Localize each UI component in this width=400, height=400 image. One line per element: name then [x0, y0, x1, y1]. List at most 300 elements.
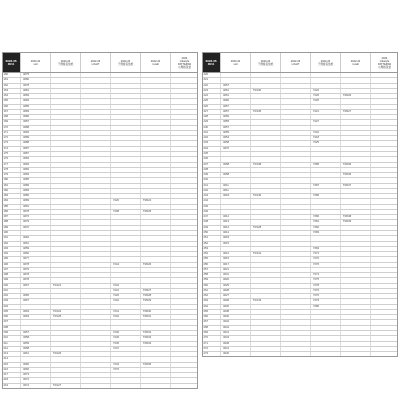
table-cell: 4628	[221, 299, 251, 303]
row-number-cell: 267	[202, 320, 221, 324]
row-number-cell: 261	[202, 289, 221, 293]
table-cell	[141, 326, 171, 330]
row-number-cell: 248	[202, 220, 221, 224]
table-cell	[81, 152, 111, 156]
table-cell	[251, 173, 281, 177]
table-cell	[111, 94, 141, 98]
column-header: 2020-22 soil	[21, 53, 51, 72]
table-cell: 4615	[221, 257, 251, 261]
table-cell: 4611	[221, 189, 251, 193]
table-cell	[311, 126, 341, 130]
table-cell	[251, 289, 281, 293]
table-cell	[341, 315, 371, 319]
table-cell	[251, 310, 281, 314]
table-cell	[341, 273, 371, 277]
table-cell	[81, 305, 111, 309]
table-cell	[51, 273, 81, 277]
table-cell: 7282	[311, 226, 341, 230]
table-cell	[341, 310, 371, 314]
table-cell: TR126	[51, 352, 81, 356]
schedule-table-left	[2, 52, 198, 389]
table-cell	[21, 231, 51, 235]
row-number-cell: 205	[2, 310, 21, 314]
table-cell: TR128	[251, 226, 281, 230]
table-cell: 4625	[221, 284, 251, 288]
table-cell	[81, 157, 111, 161]
table-cell	[141, 120, 171, 124]
table-cell	[311, 326, 341, 330]
table-cell	[111, 126, 141, 130]
table-cell: 4681	[21, 205, 51, 209]
table-cell	[171, 184, 198, 188]
table-cell	[141, 78, 171, 82]
table-cell	[341, 342, 371, 346]
table-cell	[281, 115, 311, 119]
table-cell: TR141	[251, 252, 281, 256]
table-cell	[311, 115, 341, 119]
table-cell	[251, 120, 281, 124]
table-cell: TR025	[141, 210, 171, 214]
table-cell	[311, 173, 341, 177]
table-cell	[371, 168, 398, 172]
row-number-cell: 175	[2, 152, 21, 156]
table-cell	[141, 278, 171, 282]
row-number-cell: 167	[2, 110, 21, 114]
table-cell	[111, 305, 141, 309]
table-cell	[251, 141, 281, 145]
row-number-cell: 244	[202, 199, 221, 203]
table-cell	[251, 336, 281, 340]
table-cell	[81, 126, 111, 130]
table-cell	[141, 205, 171, 209]
table-cell	[371, 220, 398, 224]
row-number-cell: 160	[2, 73, 21, 77]
table-cell	[341, 352, 371, 356]
row-number-cell: 214	[2, 357, 21, 361]
table-cell	[311, 347, 341, 351]
row-number-cell: 200	[2, 284, 21, 288]
table-cell	[371, 147, 398, 151]
table-cell	[281, 310, 311, 314]
table-cell	[141, 178, 171, 182]
row-number-cell: 189	[2, 226, 21, 230]
table-cell	[341, 78, 371, 82]
table-cell	[171, 247, 198, 251]
table-cell	[81, 210, 111, 214]
table-cell	[281, 178, 311, 182]
table-cell: 7284	[311, 247, 341, 251]
row-number-cell: 222	[202, 84, 221, 88]
table-cell	[51, 342, 81, 346]
row-number-cell: 162	[2, 84, 21, 88]
table-cell	[171, 110, 198, 114]
table-cell	[371, 215, 398, 219]
table-cell: 4670	[221, 147, 251, 151]
table-cell	[51, 78, 81, 82]
table-cell	[221, 168, 251, 172]
row-number-cell: 213	[2, 352, 21, 356]
table-cell	[141, 94, 171, 98]
table-cell	[171, 99, 198, 103]
table-cell	[371, 247, 398, 251]
table-cell	[81, 94, 111, 98]
table-cell	[51, 126, 81, 130]
table-cell	[341, 242, 371, 246]
row-number-cell: 270	[202, 336, 221, 340]
table-cell	[221, 210, 251, 214]
row-number-cell: 217	[2, 373, 21, 377]
table-cell: 7246	[111, 336, 141, 340]
table-cell	[51, 226, 81, 230]
table-cell	[341, 199, 371, 203]
table-cell: 4659	[21, 247, 51, 251]
table-cell	[81, 268, 111, 272]
table-cell	[141, 152, 171, 156]
table-cell	[311, 336, 341, 340]
row-number-cell: 259	[202, 278, 221, 282]
row-number-cell: 170	[2, 126, 21, 130]
row-number-cell: 179	[2, 173, 21, 177]
row-number-cell: 231	[202, 131, 221, 135]
row-number-cell: 234	[202, 147, 221, 151]
table-cell	[141, 168, 171, 172]
table-cell	[341, 284, 371, 288]
table-cell: 7226	[111, 294, 141, 298]
row-number-cell: 229	[202, 120, 221, 124]
row-number-cell: 239	[202, 173, 221, 177]
table-cell	[51, 294, 81, 298]
table-cell: 4615	[221, 242, 251, 246]
table-cell	[81, 231, 111, 235]
table-cell	[171, 252, 198, 256]
row-number-cell: 237	[202, 163, 221, 167]
table-cell	[311, 268, 341, 272]
row-number-cell: 268	[202, 326, 221, 330]
table-cell	[51, 84, 81, 88]
table-cell	[51, 305, 81, 309]
table-cell	[371, 263, 398, 267]
table-cell	[371, 252, 398, 256]
table-cell: TR037	[341, 184, 371, 188]
table-cell	[81, 105, 111, 109]
table-cell: 4618	[221, 236, 251, 240]
table-cell	[81, 184, 111, 188]
table-cell: TR028	[141, 294, 171, 298]
table-cell	[141, 147, 171, 151]
table-cell	[111, 89, 141, 93]
table-cell: 4618	[221, 194, 251, 198]
table-cell	[221, 247, 251, 251]
table-cell	[51, 141, 81, 145]
table-cell	[341, 326, 371, 330]
table-cell	[221, 178, 251, 182]
table-cell	[341, 152, 371, 156]
table-cell	[251, 236, 281, 240]
row-number-cell: 186	[2, 210, 21, 214]
table-row	[2, 384, 198, 389]
table-cell	[81, 73, 111, 77]
table-cell: 4657	[221, 110, 251, 114]
table-cell	[81, 163, 111, 167]
table-cell	[281, 120, 311, 124]
row-number-cell: 208	[2, 326, 21, 330]
table-cell	[371, 236, 398, 240]
table-cell	[371, 131, 398, 135]
table-cell	[311, 342, 341, 346]
table-cell	[111, 373, 141, 377]
table-cell	[251, 199, 281, 203]
row-number-cell: 203	[2, 299, 21, 303]
table-cell	[111, 189, 141, 193]
table-cell	[171, 289, 198, 293]
table-cell: 4685	[21, 105, 51, 109]
table-cell	[171, 284, 198, 288]
table-cell	[341, 73, 371, 77]
table-cell	[311, 157, 341, 161]
table-cell: 7242	[111, 284, 141, 288]
corner-header-cell: 2023-36 3011	[202, 53, 221, 72]
table-cell	[341, 136, 371, 140]
table-cell	[81, 110, 111, 114]
row-number-cell: 249	[202, 226, 221, 230]
table-cell: 4687	[21, 120, 51, 124]
table-cell	[51, 326, 81, 330]
row-number-cell: 255	[202, 257, 221, 261]
row-number-cell: 264	[202, 305, 221, 309]
table-cell	[51, 263, 81, 267]
table-cell	[171, 84, 198, 88]
table-cell	[111, 205, 141, 209]
row-number-cell: 196	[2, 263, 21, 267]
row-number-cell: 199	[2, 278, 21, 282]
table-cell	[341, 178, 371, 182]
row-number-cell: 246	[202, 210, 221, 214]
row-number-cell: 235	[202, 152, 221, 156]
table-cell	[171, 268, 198, 272]
table-cell	[141, 368, 171, 372]
table-cell	[341, 278, 371, 282]
table-cell: 4673	[21, 373, 51, 377]
table-cell	[171, 163, 198, 167]
table-header	[202, 52, 398, 73]
table-cell	[81, 78, 111, 82]
table-cell	[141, 220, 171, 224]
table-cell: 4677	[21, 257, 51, 261]
table-cell	[51, 247, 81, 251]
table-cell	[171, 73, 198, 77]
table-cell	[281, 263, 311, 267]
table-cell	[281, 189, 311, 193]
table-cell: 7276	[311, 289, 341, 293]
table-cell	[281, 73, 311, 77]
table-cell	[371, 299, 398, 303]
table-cell	[51, 357, 81, 361]
table-cell	[371, 347, 398, 351]
schedule-table-right	[202, 52, 398, 357]
table-cell	[281, 252, 311, 256]
row-number-cell: 185	[2, 205, 21, 209]
table-cell	[371, 94, 398, 98]
table-cell	[81, 257, 111, 261]
table-cell	[141, 126, 171, 130]
table-cell	[281, 289, 311, 293]
table-cell	[51, 147, 81, 151]
table-cell	[51, 184, 81, 188]
table-cell	[341, 252, 371, 256]
row-number-cell: 183	[2, 194, 21, 198]
table-cell	[341, 299, 371, 303]
table-cell	[111, 220, 141, 224]
table-cell	[111, 252, 141, 256]
table-cell: 4678	[21, 263, 51, 267]
table-cell	[51, 115, 81, 119]
table-cell: 4683	[21, 199, 51, 203]
table-cell: 4670	[21, 226, 51, 230]
table-cell: 7234	[111, 363, 141, 367]
table-cell: 4686	[21, 115, 51, 119]
table-cell	[111, 168, 141, 172]
table-cell	[51, 257, 81, 261]
table-cell	[311, 84, 341, 88]
table-cell	[81, 178, 111, 182]
column-header: 2022-23 LIGHT	[81, 53, 111, 72]
table-cell	[51, 189, 81, 193]
table-cell: 7218	[311, 136, 341, 140]
table-cell	[81, 284, 111, 288]
table-cell: TR036	[341, 173, 371, 177]
table-cell	[371, 78, 398, 82]
table-cell	[311, 236, 341, 240]
table-cell	[51, 173, 81, 177]
table-cell	[81, 363, 111, 367]
table-cell	[251, 189, 281, 193]
table-cell: TR038	[341, 215, 371, 219]
row-number-cell: 242	[202, 189, 221, 193]
table-cell: 4658	[21, 347, 51, 351]
table-cell: 7244	[111, 263, 141, 267]
table-cell	[171, 178, 198, 182]
table-cell	[171, 147, 198, 151]
corner-header-cell: 2023-36 3011	[2, 53, 21, 72]
table-cell	[171, 310, 198, 314]
table-cell: 4638	[221, 310, 251, 314]
table-cell: 4613	[221, 220, 251, 224]
table-cell: 4684	[21, 99, 51, 103]
table-cell	[251, 131, 281, 135]
table-cell	[81, 194, 111, 198]
table-cell	[281, 173, 311, 177]
table-cell	[81, 320, 111, 324]
table-cell: 7226	[311, 99, 341, 103]
table-cell	[81, 252, 111, 256]
row-number-cell: 245	[202, 205, 221, 209]
table-cell	[281, 168, 311, 172]
table-cell: 4680	[21, 78, 51, 82]
table-cell: 4684	[21, 131, 51, 135]
table-cell: 4661	[21, 242, 51, 246]
table-cell: 4617	[221, 263, 251, 267]
table-cell: 7276	[311, 257, 341, 261]
table-cell	[51, 278, 81, 282]
table-cell	[81, 242, 111, 246]
table-cell	[371, 115, 398, 119]
row-number-cell: 180	[2, 178, 21, 182]
table-cell: TR125	[51, 315, 81, 319]
table-cell	[281, 347, 311, 351]
table-cell	[341, 115, 371, 119]
table-cell	[371, 199, 398, 203]
table-cell	[341, 247, 371, 251]
table-cell	[281, 184, 311, 188]
table-cell	[311, 178, 341, 182]
table-cell	[51, 131, 81, 135]
table-cell	[311, 320, 341, 324]
row-number-cell: 219	[2, 384, 21, 388]
table-cell: 4640	[221, 315, 251, 319]
table-cell	[341, 131, 371, 135]
table-cell	[51, 215, 81, 219]
table-cell	[281, 89, 311, 93]
table-cell	[81, 326, 111, 330]
table-cell	[81, 136, 111, 140]
table-cell: TR034	[141, 342, 171, 346]
table-cell	[251, 352, 281, 356]
table-cell: 4681	[21, 89, 51, 93]
table-cell	[51, 289, 81, 293]
table-cell	[81, 226, 111, 230]
table-cell	[21, 357, 51, 361]
row-number-cell: 253	[202, 247, 221, 251]
table-cell	[281, 342, 311, 346]
table-cell	[311, 147, 341, 151]
row-number-cell: 187	[2, 215, 21, 219]
table-cell: 4662	[21, 236, 51, 240]
table-cell	[171, 331, 198, 335]
row-number-cell: 228	[202, 115, 221, 119]
table-cell: 4686	[21, 184, 51, 188]
row-number-cell: 181	[2, 184, 21, 188]
table-cell: 7221	[311, 110, 341, 114]
row-number-cell: 258	[202, 273, 221, 277]
table-cell	[81, 347, 111, 351]
row-number-cell: 173	[2, 141, 21, 145]
table-cell	[171, 126, 198, 130]
table-cell: 4656	[221, 115, 251, 119]
table-cell: 7241	[111, 289, 141, 293]
table-cell	[51, 242, 81, 246]
table-cell	[281, 257, 311, 261]
table-cell: 4678	[21, 273, 51, 277]
table-cell	[251, 220, 281, 224]
table-cell	[251, 342, 281, 346]
table-cell: 4641	[221, 347, 251, 351]
table-cell: 4667	[21, 284, 51, 288]
row-number-cell: 178	[2, 168, 21, 172]
table-cell: 4661	[221, 94, 251, 98]
table-cell	[111, 278, 141, 282]
table-cell	[111, 184, 141, 188]
table-cell	[341, 210, 371, 214]
table-cell	[281, 205, 311, 209]
table-cell	[111, 384, 141, 388]
table-cell	[141, 320, 171, 324]
table-cell	[281, 326, 311, 330]
table-cell	[251, 126, 281, 130]
table-cell: 4667	[21, 299, 51, 303]
table-cell	[221, 78, 251, 82]
table-cell	[141, 215, 171, 219]
table-cell	[341, 331, 371, 335]
